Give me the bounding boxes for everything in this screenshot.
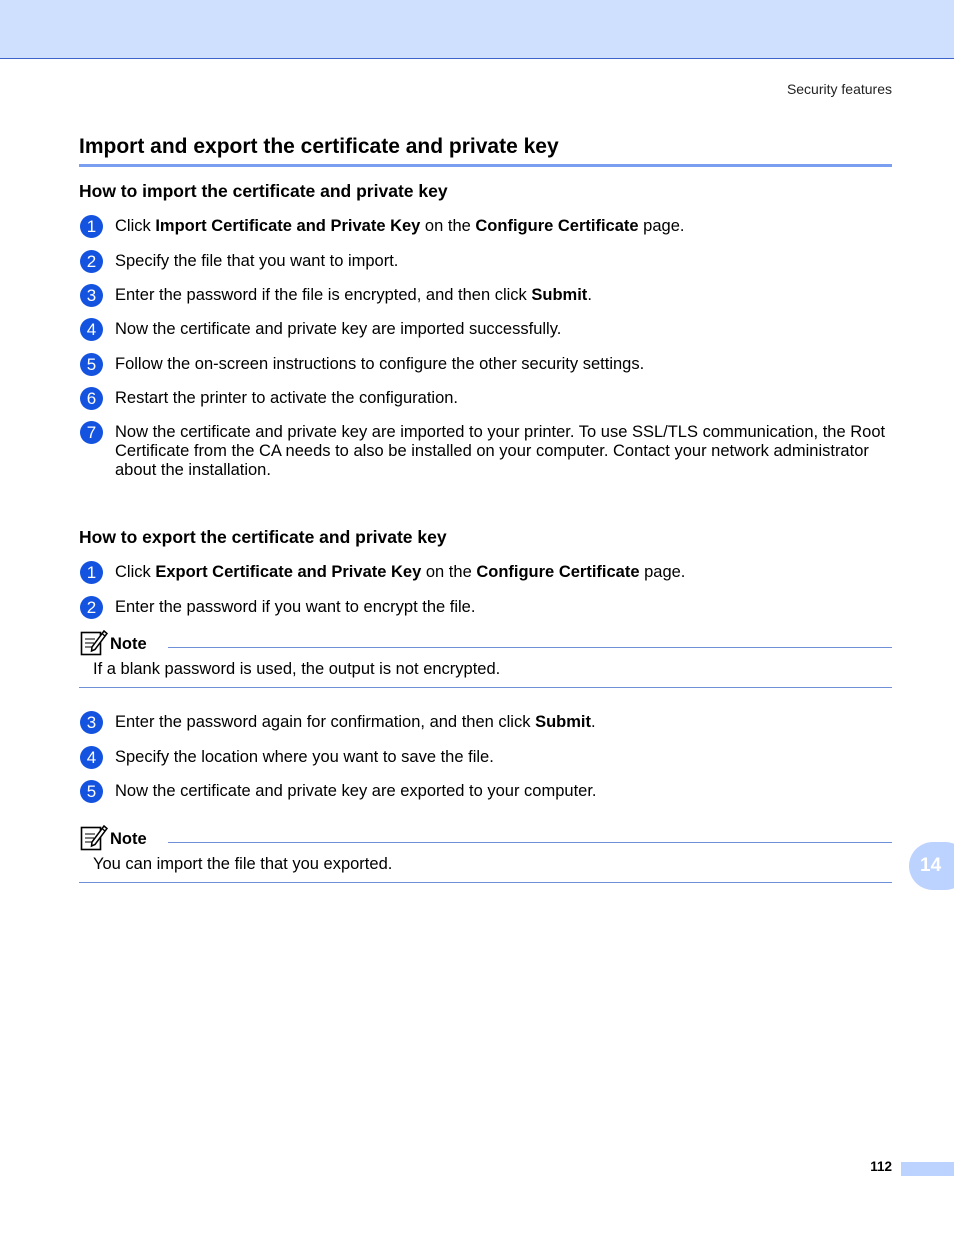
step-number-badge: 2 <box>80 596 103 619</box>
step-number-badge: 5 <box>80 780 103 803</box>
step-number-badge: 7 <box>80 421 103 444</box>
note-label: Note <box>110 830 147 848</box>
note-text: You can import the file that you exported. <box>93 855 393 873</box>
ui-label-export-certificate: Export Certificate and Private Key <box>155 563 422 581</box>
import-step-2 <box>80 250 892 271</box>
step-text: Now the certificate and private key are imported successfully. <box>115 320 562 338</box>
step-number-badge: 2 <box>80 250 103 273</box>
ui-label-configure-certificate: Configure Certificate <box>475 217 639 235</box>
section-label: Security features <box>786 81 892 97</box>
import-step-5 <box>80 353 892 374</box>
step-text: Specify the file that you want to import. <box>115 252 399 270</box>
step-text: Click Export Certificate and Private Key on the Configure Certificate page. <box>115 563 686 581</box>
export-step-2 <box>80 596 892 617</box>
import-step-1 <box>80 215 892 236</box>
step-text: Enter the password if the file is encrypted, and then click Submit. <box>115 286 592 304</box>
note-header <box>79 628 892 658</box>
step-number-badge: 4 <box>80 746 103 769</box>
step-text: Follow the on-screen instructions to configure the other security settings. <box>115 355 645 373</box>
step-number-badge: 4 <box>80 318 103 341</box>
note-box <box>79 628 892 688</box>
import-step-7 <box>80 421 892 480</box>
step-number-badge: 1 <box>80 215 103 238</box>
step-number-badge: 3 <box>80 711 103 734</box>
import-step-6 <box>80 387 892 408</box>
page-title: Import and export the certificate and private key <box>79 135 892 167</box>
ui-label-submit: Submit <box>531 286 588 304</box>
import-step-3 <box>80 284 892 305</box>
header-band <box>0 0 954 59</box>
note-label: Note <box>110 635 147 653</box>
export-subtitle: How to export the certificate and private key <box>79 527 447 547</box>
step-text: Now the certificate and private key are exported to your computer. <box>115 782 597 800</box>
step-text: Specify the location where you want to save the file. <box>115 748 494 766</box>
chapter-tab: 14 <box>909 842 954 890</box>
step-text: Restart the printer to activate the configuration. <box>115 389 459 407</box>
export-step-4 <box>80 746 892 767</box>
step-text: Now the certificate and private key are imported to your printer. To use SSL/TLS communication, the Root Certificate from the CA needs to also be installed on your computer. Contact your network administrator about the installation. <box>115 423 886 479</box>
footer-bar <box>901 1162 954 1176</box>
ui-label-submit: Submit <box>535 713 591 731</box>
step-number-badge: 3 <box>80 284 103 307</box>
note-box <box>79 823 892 883</box>
ui-label-import-certificate: Import Certificate and Private Key <box>155 217 421 235</box>
export-step-5 <box>80 780 892 801</box>
import-step-4 <box>80 318 892 339</box>
export-step-3 <box>80 711 892 732</box>
note-text: If a blank password is used, the output is not encrypted. <box>93 660 501 678</box>
note-rule <box>168 842 892 843</box>
step-number-badge: 1 <box>80 561 103 584</box>
note-pencil-icon <box>80 628 108 656</box>
ui-label-configure-certificate: Configure Certificate <box>476 563 640 581</box>
step-text: Click Import Certificate and Private Key on the Configure Certificate page. <box>115 217 685 235</box>
note-header <box>79 823 892 853</box>
step-number-badge: 6 <box>80 387 103 410</box>
import-subtitle: How to import the certificate and private key <box>79 181 448 201</box>
note-pencil-icon <box>80 823 108 851</box>
step-text: Enter the password if you want to encrypt the file. <box>115 598 476 616</box>
step-number-badge: 5 <box>80 353 103 376</box>
note-rule <box>168 647 892 648</box>
step-text: Enter the password again for confirmation, and then click Submit. <box>115 713 596 731</box>
page-number: 112 <box>870 1159 892 1174</box>
export-step-1 <box>80 561 892 582</box>
